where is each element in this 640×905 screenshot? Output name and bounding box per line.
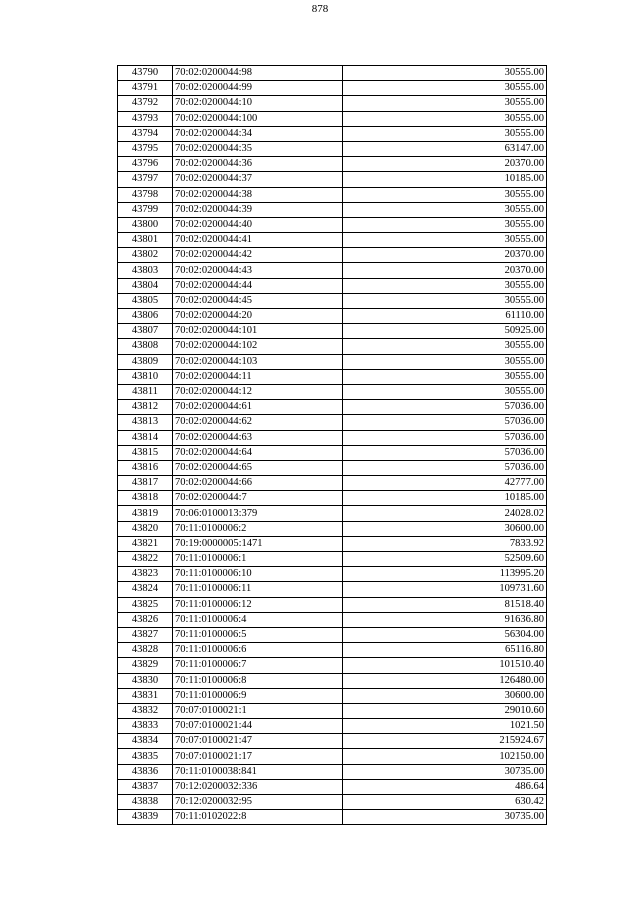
row-number-cell: 43823 <box>118 567 173 582</box>
cadastral-number-cell: 70:02:0200044:103 <box>173 354 343 369</box>
table-row <box>118 96 547 111</box>
value-cell: 57036.00 <box>343 460 547 475</box>
row-number-cell: 43808 <box>118 339 173 354</box>
table-row <box>118 506 547 521</box>
table-row <box>118 658 547 673</box>
table-row <box>118 582 547 597</box>
table-row <box>118 567 547 582</box>
row-number-cell: 43827 <box>118 627 173 642</box>
table-row <box>118 719 547 734</box>
cadastral-number-cell: 70:02:0200044:41 <box>173 233 343 248</box>
table-row <box>118 217 547 232</box>
table-row <box>118 233 547 248</box>
value-cell: 61110.00 <box>343 309 547 324</box>
table-row <box>118 278 547 293</box>
cadastral-number-cell: 70:11:0100006:1 <box>173 552 343 567</box>
value-cell: 56304.00 <box>343 627 547 642</box>
cadastral-number-cell: 70:11:0100006:6 <box>173 643 343 658</box>
row-number-cell: 43831 <box>118 688 173 703</box>
value-cell: 30555.00 <box>343 96 547 111</box>
table-row <box>118 187 547 202</box>
value-cell: 10185.00 <box>343 491 547 506</box>
value-cell: 30555.00 <box>343 111 547 126</box>
cadastral-number-cell: 70:11:0100006:11 <box>173 582 343 597</box>
table-row <box>118 476 547 491</box>
value-cell: 24028.02 <box>343 506 547 521</box>
row-number-cell: 43800 <box>118 217 173 232</box>
value-cell: 1021.50 <box>343 719 547 734</box>
value-cell: 30735.00 <box>343 810 547 825</box>
cadastral-number-cell: 70:11:0100006:10 <box>173 567 343 582</box>
cadastral-number-cell: 70:02:0200044:44 <box>173 278 343 293</box>
row-number-cell: 43824 <box>118 582 173 597</box>
table-row <box>118 141 547 156</box>
table-row <box>118 126 547 141</box>
value-cell: 50925.00 <box>343 324 547 339</box>
value-cell: 30555.00 <box>343 202 547 217</box>
row-number-cell: 43807 <box>118 324 173 339</box>
cadastral-number-cell: 70:11:0100006:12 <box>173 597 343 612</box>
value-cell: 30555.00 <box>343 278 547 293</box>
table-row <box>118 430 547 445</box>
table-row <box>118 66 547 81</box>
value-cell: 486.64 <box>343 779 547 794</box>
row-number-cell: 43820 <box>118 521 173 536</box>
row-number-cell: 43836 <box>118 764 173 779</box>
cadastral-number-cell: 70:02:0200044:65 <box>173 460 343 475</box>
cadastral-number-cell: 70:02:0200044:12 <box>173 384 343 399</box>
value-cell: 29010.60 <box>343 703 547 718</box>
cadastral-number-cell: 70:11:0100006:8 <box>173 673 343 688</box>
table-row <box>118 688 547 703</box>
value-cell: 91636.80 <box>343 612 547 627</box>
cadastral-number-cell: 70:07:0100021:17 <box>173 749 343 764</box>
cadastral-number-cell: 70:02:0200044:34 <box>173 126 343 141</box>
value-cell: 30555.00 <box>343 354 547 369</box>
cadastral-number-cell: 70:02:0200044:40 <box>173 217 343 232</box>
value-cell: 30555.00 <box>343 369 547 384</box>
value-cell: 30555.00 <box>343 126 547 141</box>
row-number-cell: 43790 <box>118 66 173 81</box>
cadastral-number-cell: 70:02:0200044:100 <box>173 111 343 126</box>
table-row <box>118 460 547 475</box>
row-number-cell: 43814 <box>118 430 173 445</box>
row-number-cell: 43797 <box>118 172 173 187</box>
value-cell: 57036.00 <box>343 400 547 415</box>
registry-table <box>117 65 547 825</box>
table-row <box>118 521 547 536</box>
table-row <box>118 703 547 718</box>
cadastral-number-cell: 70:02:0200044:99 <box>173 81 343 96</box>
cadastral-number-cell: 70:07:0100021:47 <box>173 734 343 749</box>
row-number-cell: 43793 <box>118 111 173 126</box>
row-number-cell: 43798 <box>118 187 173 202</box>
row-number-cell: 43805 <box>118 293 173 308</box>
value-cell: 20370.00 <box>343 157 547 172</box>
table-row <box>118 810 547 825</box>
table-row <box>118 597 547 612</box>
cadastral-number-cell: 70:02:0200044:63 <box>173 430 343 445</box>
row-number-cell: 43795 <box>118 141 173 156</box>
row-number-cell: 43834 <box>118 734 173 749</box>
row-number-cell: 43799 <box>118 202 173 217</box>
row-number-cell: 43825 <box>118 597 173 612</box>
cadastral-number-cell: 70:12:0200032:95 <box>173 795 343 810</box>
row-number-cell: 43816 <box>118 460 173 475</box>
value-cell: 57036.00 <box>343 415 547 430</box>
row-number-cell: 43802 <box>118 248 173 263</box>
value-cell: 20370.00 <box>343 248 547 263</box>
table-row <box>118 111 547 126</box>
value-cell: 20370.00 <box>343 263 547 278</box>
cadastral-number-cell: 70:02:0200044:11 <box>173 369 343 384</box>
table-row <box>118 293 547 308</box>
cadastral-number-cell: 70:02:0200044:45 <box>173 293 343 308</box>
table-row <box>118 324 547 339</box>
cadastral-number-cell: 70:02:0200044:61 <box>173 400 343 415</box>
row-number-cell: 43811 <box>118 384 173 399</box>
table-row <box>118 552 547 567</box>
cadastral-number-cell: 70:06:0100013:379 <box>173 506 343 521</box>
value-cell: 30555.00 <box>343 293 547 308</box>
row-number-cell: 43809 <box>118 354 173 369</box>
value-cell: 57036.00 <box>343 430 547 445</box>
value-cell: 52509.60 <box>343 552 547 567</box>
table-row <box>118 612 547 627</box>
table-row <box>118 445 547 460</box>
row-number-cell: 43813 <box>118 415 173 430</box>
value-cell: 42777.00 <box>343 476 547 491</box>
value-cell: 30555.00 <box>343 187 547 202</box>
table-row <box>118 202 547 217</box>
row-number-cell: 43792 <box>118 96 173 111</box>
cadastral-number-cell: 70:02:0200044:102 <box>173 339 343 354</box>
table-row <box>118 157 547 172</box>
row-number-cell: 43806 <box>118 309 173 324</box>
cadastral-number-cell: 70:02:0200044:7 <box>173 491 343 506</box>
table-row <box>118 749 547 764</box>
cadastral-number-cell: 70:07:0100021:44 <box>173 719 343 734</box>
cadastral-number-cell: 70:02:0200044:20 <box>173 309 343 324</box>
cadastral-number-cell: 70:02:0200044:37 <box>173 172 343 187</box>
row-number-cell: 43794 <box>118 126 173 141</box>
table-row <box>118 779 547 794</box>
value-cell: 30555.00 <box>343 384 547 399</box>
row-number-cell: 43804 <box>118 278 173 293</box>
value-cell: 215924.67 <box>343 734 547 749</box>
row-number-cell: 43810 <box>118 369 173 384</box>
cadastral-number-cell: 70:11:0100006:2 <box>173 521 343 536</box>
cadastral-number-cell: 70:11:0100038:841 <box>173 764 343 779</box>
table-row <box>118 172 547 187</box>
row-number-cell: 43837 <box>118 779 173 794</box>
cadastral-number-cell: 70:02:0200044:66 <box>173 476 343 491</box>
page-number: 878 <box>311 3 329 15</box>
row-number-cell: 43817 <box>118 476 173 491</box>
table-row <box>118 491 547 506</box>
cadastral-number-cell: 70:02:0200044:10 <box>173 96 343 111</box>
table-row <box>118 81 547 96</box>
row-number-cell: 43839 <box>118 810 173 825</box>
value-cell: 126480.00 <box>343 673 547 688</box>
row-number-cell: 43815 <box>118 445 173 460</box>
value-cell: 113995.20 <box>343 567 547 582</box>
row-number-cell: 43832 <box>118 703 173 718</box>
table-row <box>118 673 547 688</box>
cadastral-number-cell: 70:02:0200044:62 <box>173 415 343 430</box>
value-cell: 81518.40 <box>343 597 547 612</box>
value-cell: 30555.00 <box>343 233 547 248</box>
value-cell: 102150.00 <box>343 749 547 764</box>
cadastral-number-cell: 70:02:0200044:64 <box>173 445 343 460</box>
row-number-cell: 43803 <box>118 263 173 278</box>
row-number-cell: 43821 <box>118 536 173 551</box>
table-row <box>118 795 547 810</box>
row-number-cell: 43796 <box>118 157 173 172</box>
cadastral-number-cell: 70:11:0100006:5 <box>173 627 343 642</box>
row-number-cell: 43828 <box>118 643 173 658</box>
table-row <box>118 263 547 278</box>
value-cell: 30555.00 <box>343 217 547 232</box>
table-row <box>118 354 547 369</box>
cadastral-number-cell: 70:02:0200044:42 <box>173 248 343 263</box>
table-row <box>118 536 547 551</box>
cadastral-number-cell: 70:02:0200044:43 <box>173 263 343 278</box>
value-cell: 630.42 <box>343 795 547 810</box>
row-number-cell: 43801 <box>118 233 173 248</box>
value-cell: 63147.00 <box>343 141 547 156</box>
row-number-cell: 43818 <box>118 491 173 506</box>
value-cell: 30555.00 <box>343 66 547 81</box>
table-row <box>118 627 547 642</box>
row-number-cell: 43791 <box>118 81 173 96</box>
value-cell: 30600.00 <box>343 688 547 703</box>
cadastral-number-cell: 70:19:0000005:1471 <box>173 536 343 551</box>
cadastral-number-cell: 70:02:0200044:39 <box>173 202 343 217</box>
cadastral-number-cell: 70:11:0100006:4 <box>173 612 343 627</box>
table-row <box>118 248 547 263</box>
cadastral-number-cell: 70:02:0200044:101 <box>173 324 343 339</box>
row-number-cell: 43838 <box>118 795 173 810</box>
table-row <box>118 764 547 779</box>
table-row <box>118 384 547 399</box>
row-number-cell: 43822 <box>118 552 173 567</box>
cadastral-number-cell: 70:11:0102022:8 <box>173 810 343 825</box>
cadastral-number-cell: 70:07:0100021:1 <box>173 703 343 718</box>
value-cell: 30555.00 <box>343 339 547 354</box>
row-number-cell: 43830 <box>118 673 173 688</box>
row-number-cell: 43833 <box>118 719 173 734</box>
registry-table-body <box>118 66 547 825</box>
cadastral-number-cell: 70:11:0100006:9 <box>173 688 343 703</box>
value-cell: 30600.00 <box>343 521 547 536</box>
cadastral-number-cell: 70:02:0200044:36 <box>173 157 343 172</box>
cadastral-number-cell: 70:02:0200044:35 <box>173 141 343 156</box>
cadastral-number-cell: 70:12:0200032:336 <box>173 779 343 794</box>
table-row <box>118 309 547 324</box>
value-cell: 57036.00 <box>343 445 547 460</box>
value-cell: 10185.00 <box>343 172 547 187</box>
row-number-cell: 43835 <box>118 749 173 764</box>
table-row <box>118 339 547 354</box>
table-row <box>118 415 547 430</box>
row-number-cell: 43819 <box>118 506 173 521</box>
table-row <box>118 369 547 384</box>
table-row <box>118 400 547 415</box>
table-row <box>118 734 547 749</box>
table-row <box>118 643 547 658</box>
value-cell: 65116.80 <box>343 643 547 658</box>
value-cell: 101510.40 <box>343 658 547 673</box>
value-cell: 7833.92 <box>343 536 547 551</box>
value-cell: 109731.60 <box>343 582 547 597</box>
value-cell: 30735.00 <box>343 764 547 779</box>
value-cell: 30555.00 <box>343 81 547 96</box>
cadastral-number-cell: 70:02:0200044:98 <box>173 66 343 81</box>
row-number-cell: 43829 <box>118 658 173 673</box>
row-number-cell: 43812 <box>118 400 173 415</box>
row-number-cell: 43826 <box>118 612 173 627</box>
cadastral-number-cell: 70:02:0200044:38 <box>173 187 343 202</box>
cadastral-number-cell: 70:11:0100006:7 <box>173 658 343 673</box>
